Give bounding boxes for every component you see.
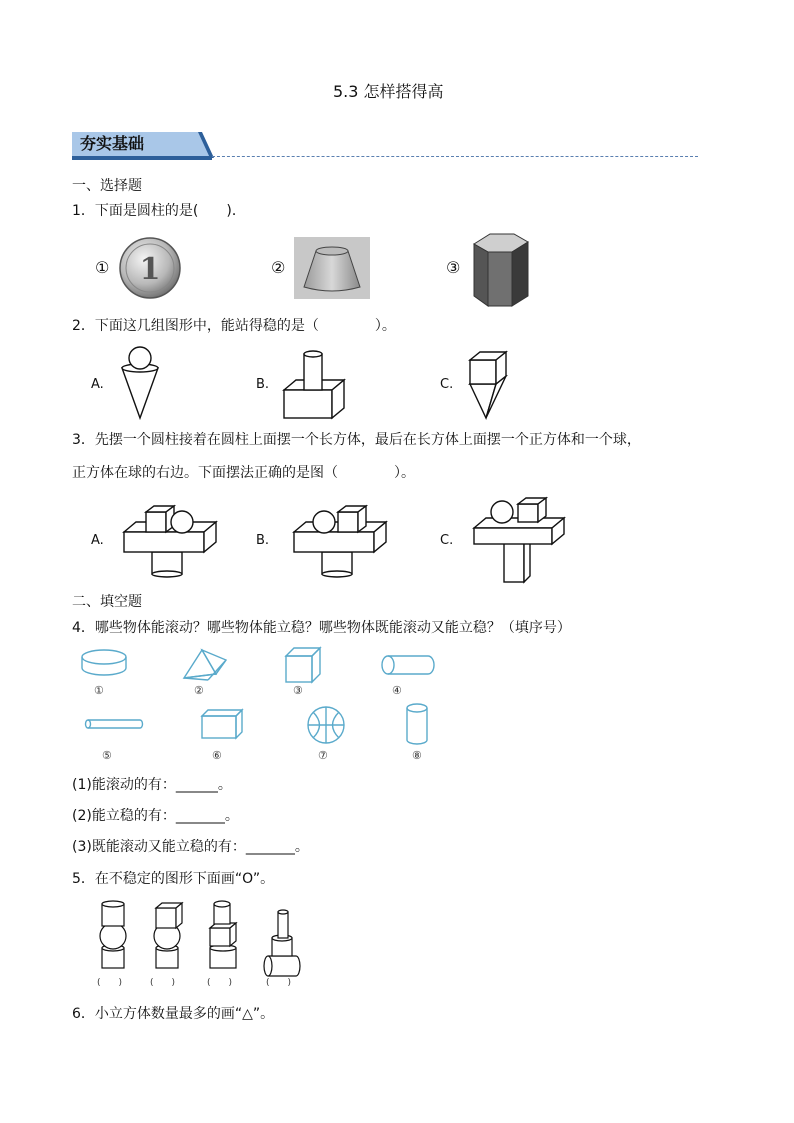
q5-figure-2 xyxy=(148,898,186,974)
q4-label-5: ⑤ xyxy=(102,749,112,762)
stack-figure-b xyxy=(290,500,390,580)
q4-label-2: ② xyxy=(194,684,204,697)
stack-figure-a xyxy=(120,500,220,580)
q2-option-c-label: C. xyxy=(440,377,454,392)
q2-text: 2．下面这几组图形中，能站得稳的是（ ）。 xyxy=(72,318,396,334)
cube-icon xyxy=(284,646,322,684)
q1-text: 1．下面是圆柱的是( )． xyxy=(72,203,246,219)
q2-option-a-label: A. xyxy=(91,377,104,392)
hexagonal-prism-image xyxy=(470,228,532,310)
section-banner-label: 夯实基础 xyxy=(80,134,145,153)
q4-label-8: ⑧ xyxy=(412,749,422,762)
q1-option-3-label: ③ xyxy=(446,258,461,277)
coin-numeral: 1 xyxy=(139,252,161,287)
q3-text-line1: 3．先摆一个圆柱接着在圆柱上面摆一个长方体，最后在长方体上面摆一个正方体和一个球， xyxy=(72,432,641,448)
rod-icon xyxy=(84,717,146,731)
q6-text: 6．小立方体数量最多的画“△”。 xyxy=(72,1006,275,1022)
q4-sub1: (1)能滚动的有：______。 xyxy=(72,777,232,793)
cylinder-on-box-figure xyxy=(282,346,348,420)
q5-text: 5．在不稳定的图形下面画“O”。 xyxy=(72,871,275,887)
lying-cylinder-icon xyxy=(380,654,436,676)
q4-sub2: (2)能立稳的有：_______。 xyxy=(72,808,239,824)
q4-sub3: (3)既能滚动又能立稳的有：_______。 xyxy=(72,839,309,855)
q2-option-b-label: B. xyxy=(256,377,270,392)
basketball-icon xyxy=(306,705,346,745)
q5-paren-2: ( ) xyxy=(150,978,176,988)
q3-option-c-label: C. xyxy=(440,533,454,548)
q1-option-2-label: ② xyxy=(271,258,286,277)
cuboid-icon xyxy=(200,708,244,740)
part2-heading: 二、填空题 xyxy=(72,594,142,610)
ball-on-cone-figure xyxy=(116,346,166,420)
part1-heading: 一、选择题 xyxy=(72,178,142,194)
q4-label-1: ① xyxy=(94,684,104,697)
q3-option-a-label: A. xyxy=(91,533,104,548)
q5-figure-4 xyxy=(262,906,304,974)
stack-figure-c xyxy=(470,494,570,586)
section-divider xyxy=(212,156,698,157)
page-title: 5.3 怎样搭得高 xyxy=(333,82,444,101)
q5-paren-1: ( ) xyxy=(97,978,123,988)
standing-cylinder-icon xyxy=(404,702,430,746)
q5-paren-3: ( ) xyxy=(207,978,233,988)
triangular-prism-icon xyxy=(182,646,230,682)
q4-label-7: ⑦ xyxy=(318,749,328,762)
q3-option-b-label: B. xyxy=(256,533,270,548)
flat-cylinder-icon xyxy=(80,648,130,682)
q1-option-1-label: ① xyxy=(95,258,110,277)
q4-text: 4．哪些物体能滚动？哪些物体能立稳？哪些物体既能滚动又能立稳？（填序号） xyxy=(72,620,571,636)
coin-image xyxy=(118,236,182,300)
q5-figure-3 xyxy=(204,896,244,974)
q3-text-line2: 正方体在球的右边。下面摆法正确的是图（ ）。 xyxy=(72,465,415,481)
q4-label-4: ④ xyxy=(392,684,402,697)
q5-paren-4: ( ) xyxy=(266,978,292,988)
q5-figure-1 xyxy=(96,898,130,974)
q4-label-6: ⑥ xyxy=(212,749,222,762)
frustum-image xyxy=(294,237,370,299)
cube-on-pyramid-figure xyxy=(466,346,512,420)
q4-label-3: ③ xyxy=(293,684,303,697)
